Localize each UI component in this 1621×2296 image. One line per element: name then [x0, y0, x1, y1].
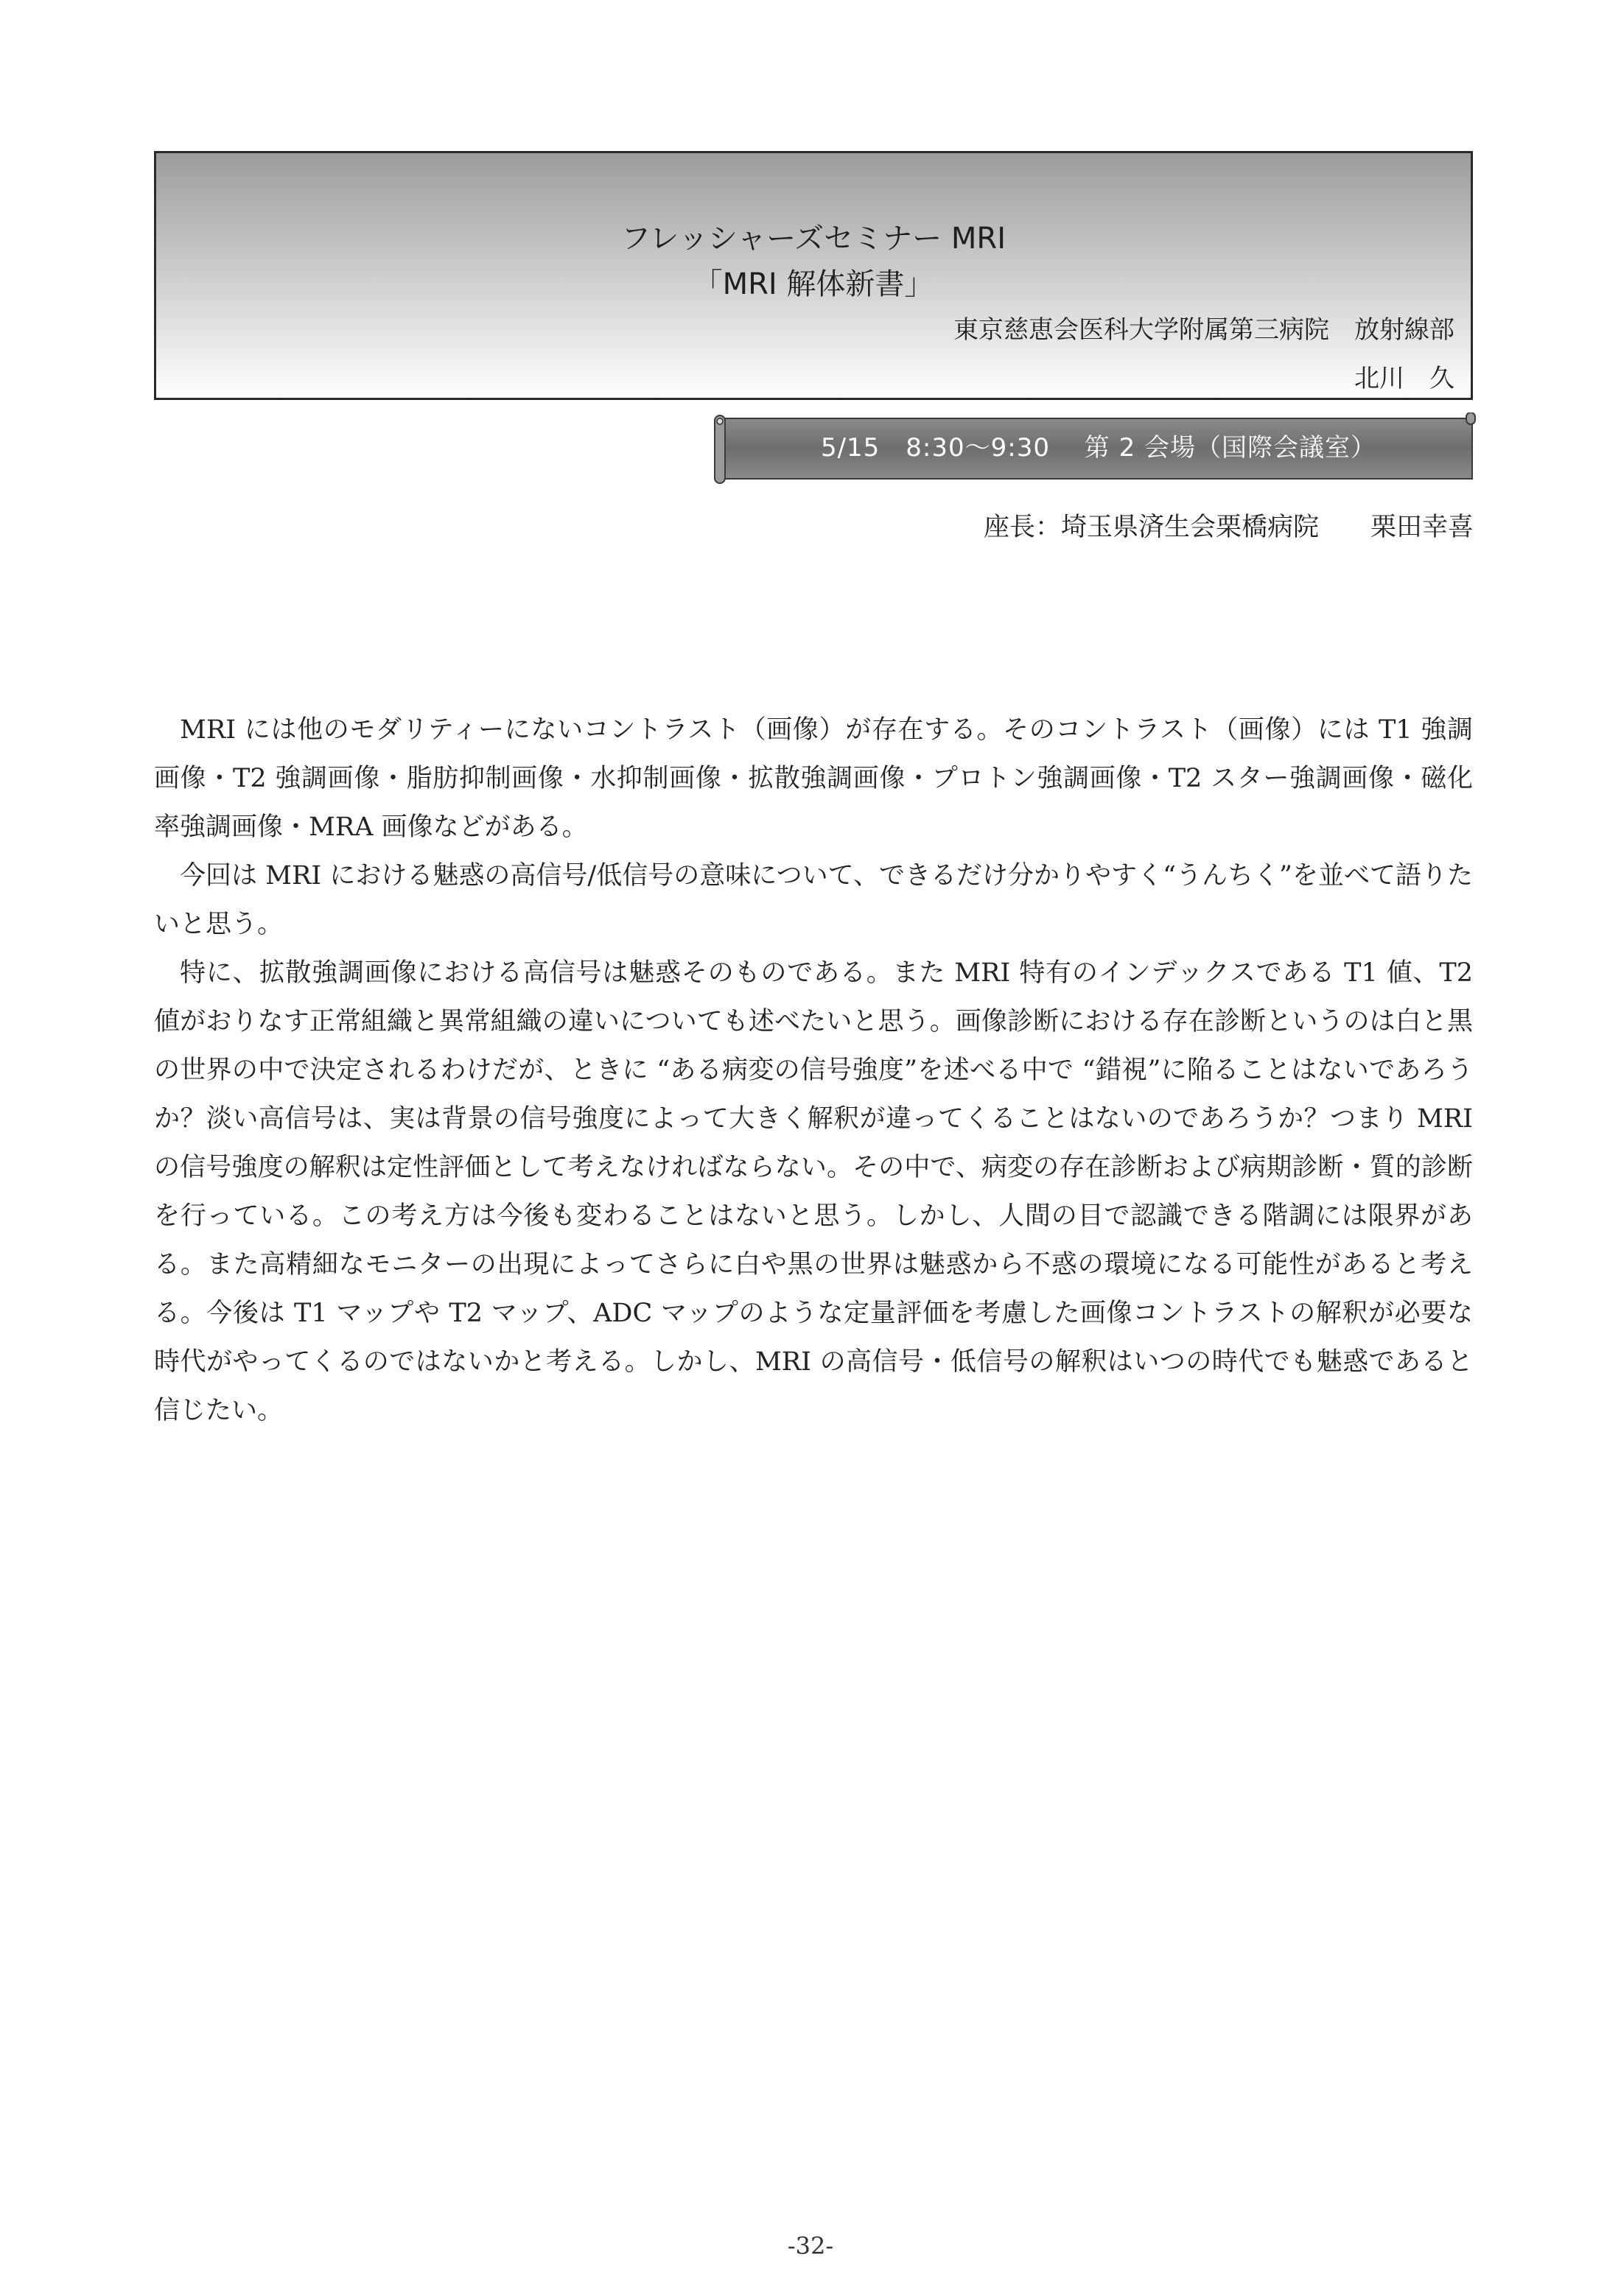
body-paragraph: 特に、拡散強調画像における高信号は魅惑そのものである。また MRI 特有のインデックスである T1 値、T2 値がおりなす正常組織と異常組織の違いについても述べたいと思う。画像診断における存在診断というのは白と黒の世界の中で決定されるわけだが、ときに “ある病変の信号強度”を述べる中で “錯視”に陥ることはないであろうか？淡い高信号は、実は背景の信号強度によって大きく解釈が違ってくることはないのであろうか？つまり MRI の信号強度の解釈は定性評価として考えなければならない。その中で、病変の存在診断および病期診断・質的診断を行っている。この考え方は今後も変わることはないと思う。しかし、人間の目で認識できる階調には限界がある。また高精細なモニターの出現によってさらに白や黒の世界は魅惑から不惑の環境になる可能性があると考える。今後は T1 マップや T2 マップ、ADC マップのような定量評価を考慮した画像コントラストの解釈が必要な時代がやってくるのではないかと考える。しかし、MRI の高信号・低信号の解釈はいつの時代でも魅惑であると信じたい。 [154, 958, 1473, 1425]
lecture-subtitle: 「MRI 解体新書」 [693, 267, 934, 301]
speaker-affiliation: 東京慈恵会医科大学附属第三病院 放射線部 [953, 315, 1454, 345]
abstract-body [154, 706, 1473, 1435]
session-scroll-banner [713, 412, 1477, 486]
seminar-title: フレッシャーズセミナー MRI [620, 222, 1006, 256]
session-header-box [154, 151, 1473, 400]
body-paragraph: 今回は MRI における魅惑の高信号/低信号の意味について、できるだけ分かりやすく“うんちく”を並べて語りたいと思う。 [154, 861, 1473, 939]
body-paragraph: MRI には他のモダリティーにないコントラスト（画像）が存在する。そのコントラスト（画像）には T1 強調画像・T2 強調画像・脂肪抑制画像・水抑制画像・拡散強調画像・プロトン強調画像・T2 スター強調画像・磁化率強調画像・MRA 画像などがある。 [154, 715, 1473, 842]
chairperson: 座長：埼玉県済生会栗橋病院 栗田幸喜 [983, 513, 1474, 542]
session-datetime-venue: 5/15 8:30〜9:30 第 2 会場（国際会議室） [820, 433, 1377, 463]
page-number: -32- [787, 2232, 834, 2260]
speaker-name: 北川 久 [1354, 364, 1454, 393]
